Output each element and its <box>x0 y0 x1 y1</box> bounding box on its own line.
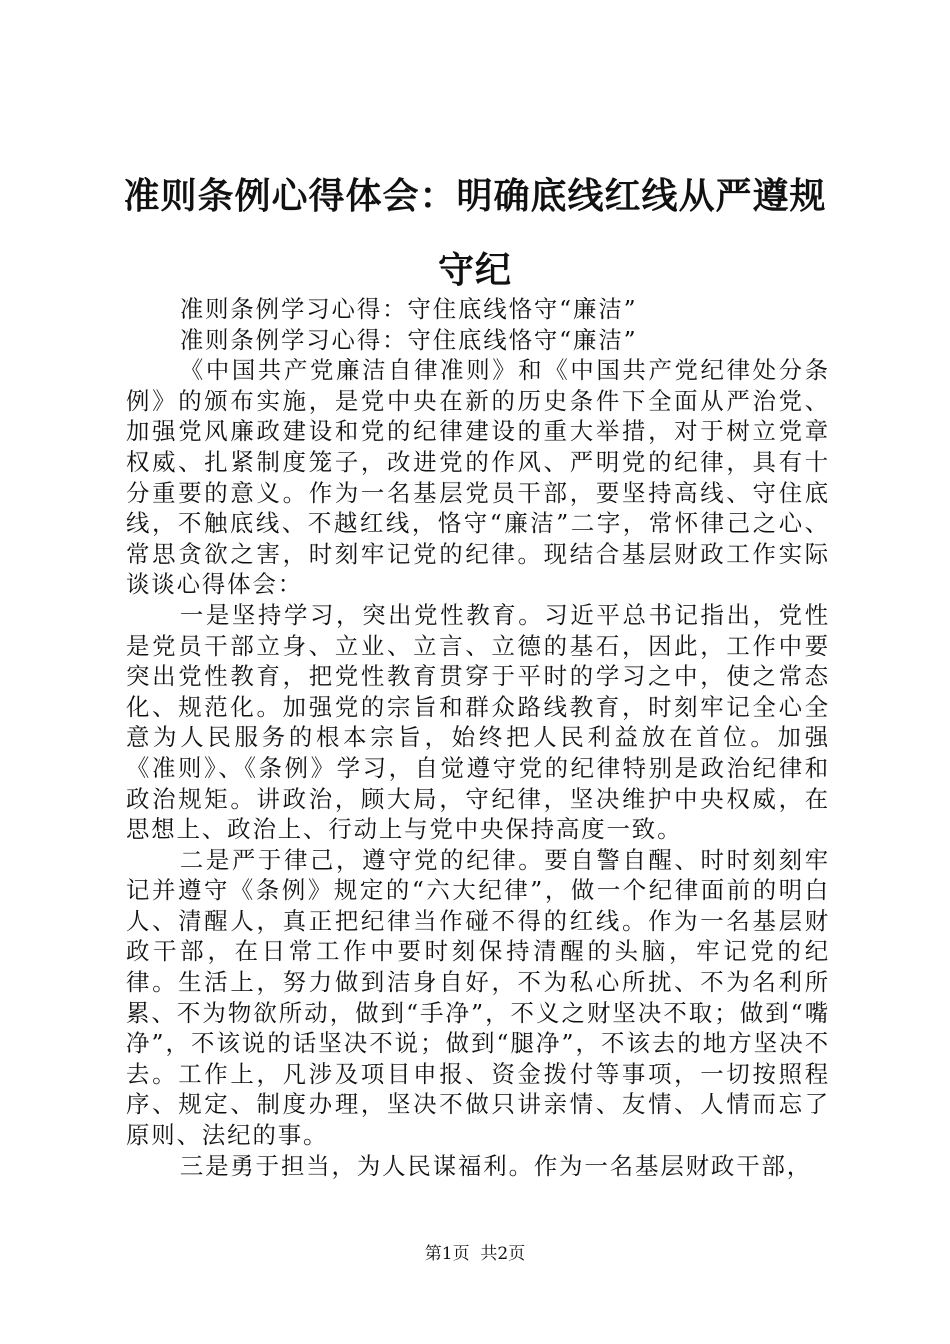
paragraph-point-two: 二是严于律己，遵守党的纪律。要自警自醒、时时刻刻牢记并遵守《条例》规定的“六大纪律”，做一个纪律面前的明白人、清醒人，真正把纪律当作碰不得的红线。作为一名基层财政干部，在日常工作中要时刻保持清醒的头脑，牢记党的纪律。生活上，努力做到洁身自好，不为私心所扰、不为名利所累、不为物欲所动，做到“手净”，不义之财坚决不取；做到“嘴净”，不该说的话坚决不说；做到“腿净”，不该去的地方坚决不去。工作上，凡涉及项目申报、资金拨付等事项，一切按照程序、规定、制度办理，坚决不做只讲亲情、友情、人情而忘了原则、法纪的事。 <box>126 845 830 1150</box>
page-number-current: 第1页 <box>424 1244 470 1264</box>
paragraph-point-one: 一是坚持学习，突出党性教育。习近平总书记指出，党性是党员干部立身、立业、立言、立德的基石，因此，工作中要突出党性教育，把党性教育贯穿于平时的学习之中，使之常态化、规范化。加强党的宗旨和群众路线教育，时刻牢记全心全意为人民服务的根本宗旨，始终把人民利益放在首位。加强《准则》、《条例》学习，自觉遵守党的纪律特别是政治纪律和政治规矩。讲政治，顾大局，守纪律，坚决维护中央权威，在思想上、政治上、行动上与党中央保持高度一致。 <box>126 600 830 844</box>
document-title: 准则条例心得体会：明确底线红线从严遵规守纪 <box>123 176 827 291</box>
paragraph-intro: 《中国共产党廉洁自律准则》和《中国共产党纪律处分条例》的颁布实施，是党中央在新的历史条件下全面从严治党、加强党风廉政建设和党的纪律建设的重大举措，对于树立党章权威、扎紧制度笼子，改进党的作风、严明党的纪律，具有十分重要的意义。作为一名基层党员干部，要坚持高线、守住底线，不触底线、不越红线，恪守“廉洁”二字，常怀律己之心、常思贪欲之害，时刻牢记党的纪律。现结合基层财政工作实际谈谈心得体会： <box>126 356 830 599</box>
page-footer <box>0 1242 950 1266</box>
document-body <box>126 294 830 1181</box>
page-number-total: 共2页 <box>480 1244 526 1264</box>
paragraph-subtitle: 准则条例学习心得：守住底线恪守“廉洁” <box>179 295 638 323</box>
paragraph-subtitle-repeat: 准则条例学习心得：守住底线恪守“廉洁” <box>179 325 638 354</box>
paragraph-point-three: 三是勇于担当，为人民谋福利。作为一名基层财政干部， <box>179 1151 813 1180</box>
